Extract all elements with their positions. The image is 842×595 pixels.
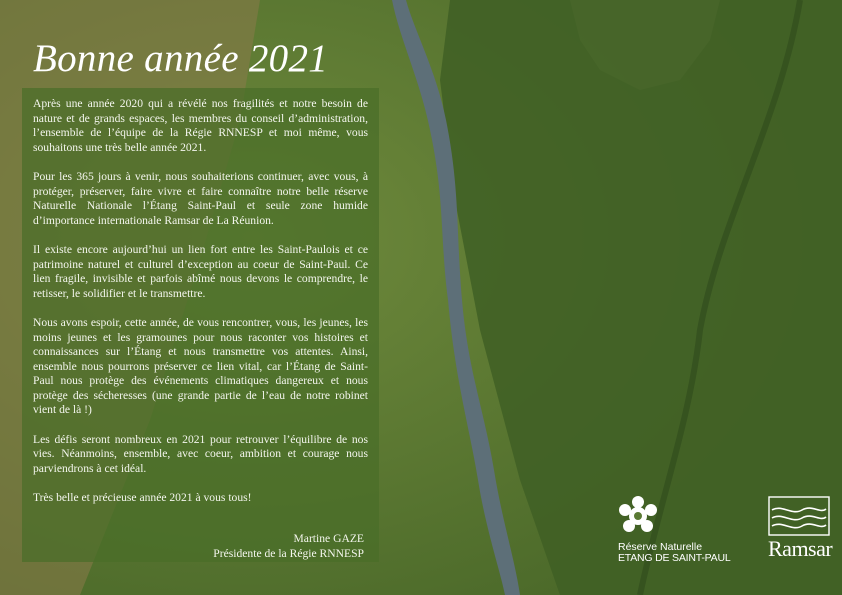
ramsar-logo — [768, 496, 832, 566]
signature-name: Martine GAZE — [293, 532, 364, 545]
letter-paragraph: Il existe encore aujourd’hui un lien fort entre les Saint-Paulois et ce patrimoine naturel et culturel d’exception au coeur de Saint-Paul. Ce lien fragile, invisible et parfois abîmé nous devons le comprendre, le retisser, le solidifier et le transmettre. — [33, 242, 368, 300]
reserve-naturelle-logo — [612, 494, 732, 564]
letter-paragraph: Très belle et précieuse année 2021 à vous tous! — [33, 491, 252, 505]
reserve-logo-line2: ETANG DE SAINT-PAUL — [618, 552, 731, 564]
letter-paragraph: Après une année 2020 qui a révélé nos fragilités et notre besoin de nature et de grands espaces, les membres du conseil d’administration, l’ensemble de l’équipe de la Régie RNNESP et moi même, vous souhaitons une très belle année 2021. — [33, 97, 368, 154]
page-title: Bonne année 2021 — [33, 37, 329, 80]
letter-paragraph: Pour les 365 jours à venir, nous souhaiterions continuer, avec vous, à protéger, préserver, faire vivre et faire connaître notre belle réserve Naturelle Nationale l’Étang Saint-Paul et seule zone humide d’importance internationale Ramsar de La Réunion. — [33, 169, 368, 227]
ramsar-wordmark: Ramsar — [768, 536, 833, 561]
letter-paragraph: Les défis seront nombreux en 2021 pour retrouver l’équilibre de nos vies. Néanmoins, ensemble, avec coeur, ambition et courage nous parviendrons à cet idéal. — [33, 432, 368, 475]
letter-paragraph: Nous avons espoir, cette année, de vous rencontrer, vous, les jeunes, les moins jeunes et les gramounes pour nous raconter vos histoires et connaissances sur l’Étang et nous transmettre vos attentes. Ainsi, ensemble nous pourrons préserver ce lien vital, car l’Étang de Saint-Paul nous protège des événements climatiques dangereux et nous protège des sécheresses (une grande partie de l’eau de notre robinet vient de là !) — [33, 315, 368, 417]
ramsar-waves-icon — [768, 496, 830, 536]
signature — [213, 532, 364, 561]
letter-body — [33, 97, 368, 520]
signature-role: Présidente de la Régie RNNESP — [213, 546, 364, 560]
star-flower-icon — [616, 494, 660, 538]
reserve-logo-line1: Réserve Naturelle — [618, 541, 703, 553]
